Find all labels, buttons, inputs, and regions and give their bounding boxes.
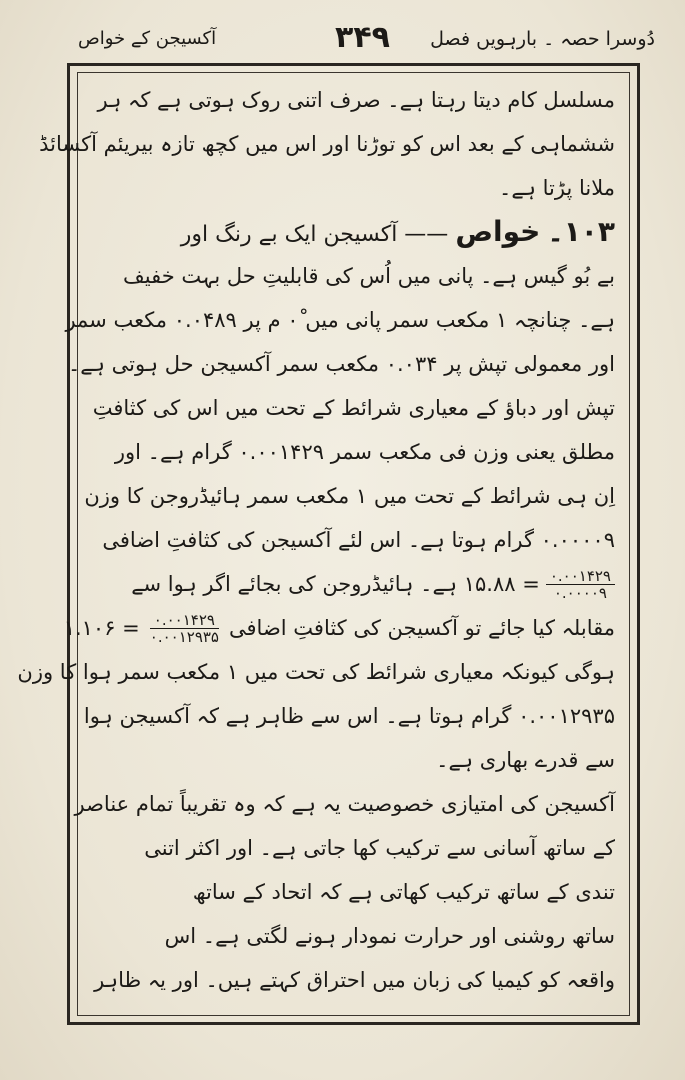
text-line: تپش اور دباؤ کے معیاری شرائط کے تحت میں اس کی کثافتِ xyxy=(92,396,615,420)
fraction-result: = ۱.۱۰۶ xyxy=(63,616,140,640)
text-line: سے قدرے بھاری ہے۔ xyxy=(436,748,615,772)
section-title: خواص xyxy=(455,215,541,248)
fraction-denominator: ۰.۰۰۰۰۹ xyxy=(553,583,607,602)
fraction-line-1 xyxy=(92,562,615,606)
text-line: ملانا پڑتا ہے۔ xyxy=(499,176,615,200)
section-heading-text: —— آکسیجن ایک بے رنگ اور xyxy=(180,222,449,247)
page-header xyxy=(70,22,655,58)
text-line: ساتھ روشنی اور حرارت نمودار ہونے لگتی ہے۔ اس xyxy=(164,924,615,948)
page-body xyxy=(17,78,615,1008)
text-line: واقعہ کو کیمیا کی زبان میں احتراق کہتے ہیں۔ اور یہ ظاہر xyxy=(94,968,615,992)
text-line: ششماہی کے بعد اس کو توڑنا اور اس میں کچھ تازہ بیریئم آکسائڈ xyxy=(39,132,615,156)
fraction-line-2 xyxy=(63,606,615,650)
fraction-denominator: ۰.۰۰۱۲۹۳۵ xyxy=(149,627,219,646)
text-line: ہے۔ چنانچہ ۱ مکعب سمر پانی میں ۰ْ م پر ۰.۰۴۸۹ مکعب سمر xyxy=(65,308,615,332)
text-line: کے ساتھ آسانی سے ترکیب کھا جاتی ہے۔ اور اکثر اتنی xyxy=(144,836,615,860)
text-line: ۰.۰۰۱۲۹۳۵ گرام ہوتا ہے۔ اس سے ظاہر ہے کہ آکسیجن ہوا xyxy=(83,704,615,728)
text-line: اور معمولی تپش پر ۰.۰۳۴ مکعب سمر آکسیجن حل ہوتی ہے۔ xyxy=(68,352,615,376)
text-line: مسلسل کام دیتا رہتا ہے۔ صرف اتنی روک ہوتی ہے کہ ہر xyxy=(97,88,615,112)
text-line: ۰.۰۰۰۰۹ گرام ہوتا ہے۔ اس لئے آکسیجن کی کثافتِ اضافی xyxy=(102,528,615,552)
running-head-part: دُوسرا حصہ ۔ بارہویں فصل xyxy=(430,28,655,50)
section-number: ۱۰۳۔ xyxy=(547,215,615,248)
text-line: بے بُو گیس ہے۔ پانی میں اُس کی قابلیتِ حل بہت خفیف xyxy=(123,264,615,288)
fraction-density-air xyxy=(146,612,223,645)
text-line: مطلق یعنی وزن فی مکعب سمر ۰.۰۰۱۴۲۹ گرام ہے۔ اور xyxy=(114,440,615,464)
section-heading-line xyxy=(92,210,615,254)
text-line: تندی کے ساتھ ترکیب کھاتی ہے کہ اتحاد کے ساتھ xyxy=(192,880,615,904)
text-line: آکسیجن کی امتیازی خصوصیت یہ ہے کہ وہ تقریباً تمام عناصر xyxy=(74,792,615,816)
fraction-density-hydrogen xyxy=(546,568,615,601)
running-head-chapter: آکسیجن کے خواص xyxy=(78,28,217,49)
fraction-line-text: مقابلہ کیا جائے تو آکسیجن کی کثافتِ اضافی xyxy=(229,616,615,640)
text-line: اِن ہی شرائط کے تحت میں ۱ مکعب سمر ہائیڈروجن کا وزن xyxy=(84,484,615,508)
fraction-numerator: ۰.۰۰۱۴۲۹ xyxy=(150,612,219,629)
text-line: ہوگی کیونکہ معیاری شرائط کی تحت میں ۱ مکعب سمر ہوا کا وزن xyxy=(17,660,615,684)
fraction-line-text: = ۱۵.۸۸ ہے۔ ہائیڈروجن کی بجائے اگر ہوا سے xyxy=(131,572,540,596)
fraction-numerator: ۰.۰۰۱۴۲۹ xyxy=(546,568,615,585)
page-number: ۳۴۹ xyxy=(335,20,390,55)
